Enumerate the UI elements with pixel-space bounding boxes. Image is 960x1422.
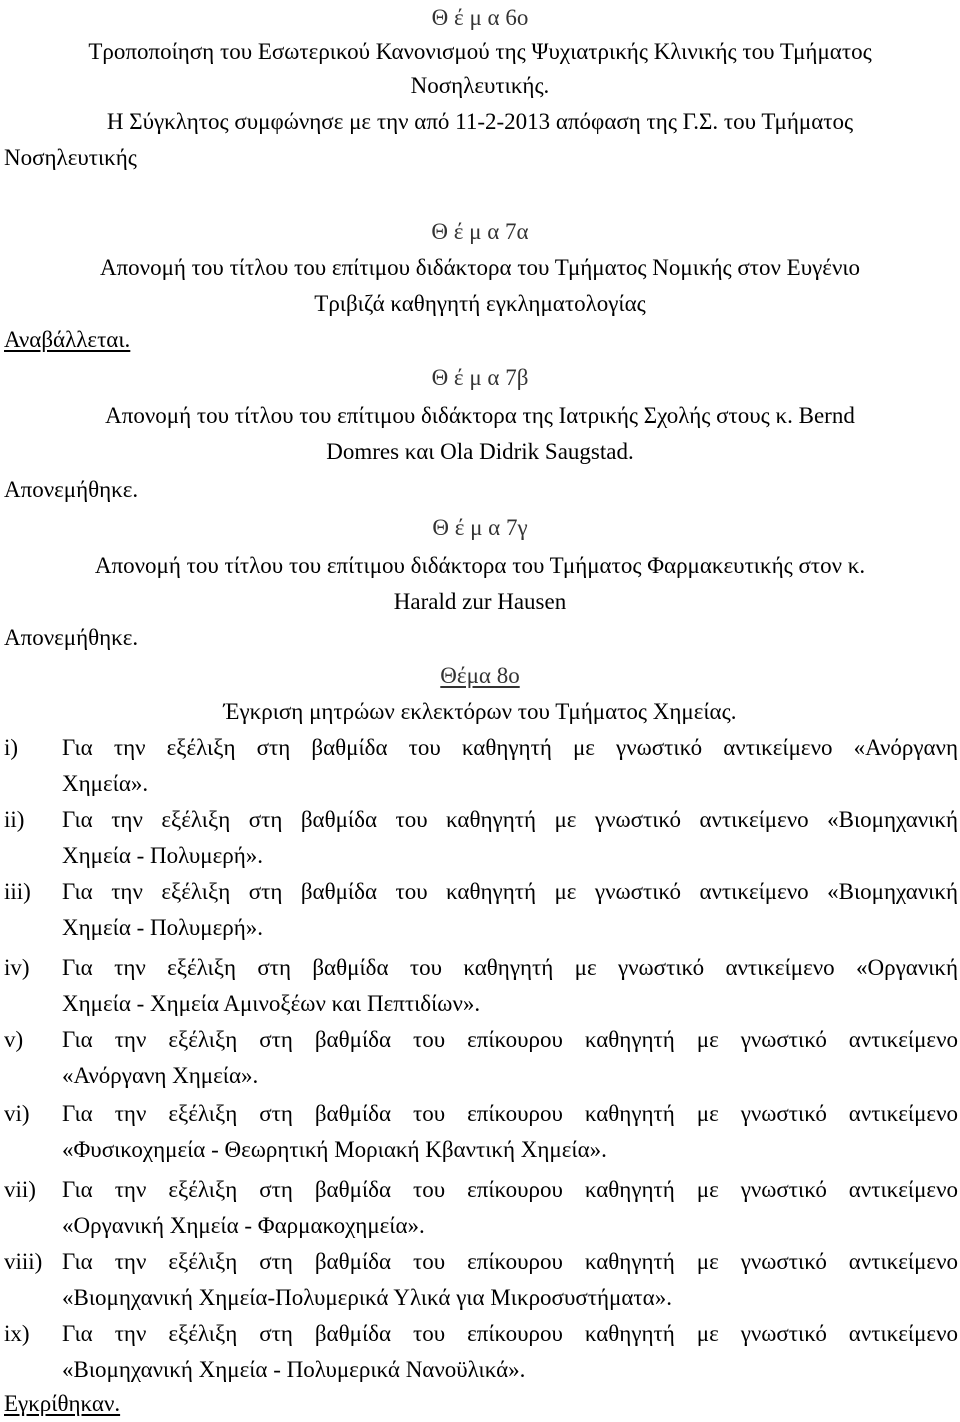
item-line-1: Για την εξέλιξη στη βαθμίδα του καθηγητή με γνωστικό αντικείμενο «Ανόργανη xyxy=(62,735,958,760)
topic-6-line-1: Τροποποίηση του Εσωτερικού Κανονισμού της Ψυχιατρικής Κλινικής του Τμήματος xyxy=(88,39,872,64)
topic-7c-result: Απονεμήθηκε. xyxy=(4,625,139,650)
topic-7c-line-1: Απονομή του τίτλου του επίτιμου διδάκτορα του Τμήματος Φαρμακευτικής στον κ. xyxy=(94,553,866,578)
item-number: viii) xyxy=(4,1249,43,1274)
item-line-2: Χημεία». xyxy=(62,771,149,796)
item-line-1: Για την εξέλιξη στη βαθμίδα του καθηγητή με γνωστικό αντικείμενο «Βιομηχανική xyxy=(62,807,958,832)
topic-7a-line-2: Τριβιζά καθηγητή εγκληματολογίας xyxy=(314,291,646,316)
topic-7a-line-1: Απονομή του τίτλου του επίτιμου διδάκτορα του Τμήματος Νομικής στον Ευγένιο xyxy=(99,255,861,280)
topic-7b-line-1: Απονομή του τίτλου του επίτιμου διδάκτορα της Ιατρικής Σχολής στους κ. Bernd xyxy=(105,403,855,428)
item-line-2: «Βιομηχανική Χημεία-Πολυμερικά Υλικά για Μικροσυστήματα». xyxy=(62,1285,672,1310)
item-number: vi) xyxy=(4,1101,30,1126)
item-number: i) xyxy=(4,735,19,760)
item-line-2: «Ανόργανη Χημεία». xyxy=(62,1063,259,1088)
item-line-1: Για την εξέλιξη στη βαθμίδα του καθηγητή με γνωστικό αντικείμενο «Βιομηχανική xyxy=(62,879,958,904)
item-line-2: «Φυσικοχημεία - Θεωρητική Μοριακή Κβαντική Χημεία». xyxy=(62,1137,607,1162)
topic-6-line-4: Νοσηλευτικής xyxy=(4,145,137,170)
topic-7a-heading: Θ έ μ α 7α xyxy=(431,219,529,244)
topic-6-line-3: Η Σύγκλητος συμφώνησε με την από 11-2-2013 απόφαση της Γ.Σ. του Τμήματος xyxy=(106,109,854,134)
item-line-1: Για την εξέλιξη στη βαθμίδα του επίκουρου καθηγητή με γνωστικό αντικείμενο xyxy=(62,1249,958,1274)
item-number: ii) xyxy=(4,807,25,832)
topic-7c-line-2: Harald zur Hausen xyxy=(393,589,567,614)
item-number: v) xyxy=(4,1027,24,1052)
topic-8-subtitle: Έγκριση μητρώων εκλεκτόρων του Τμήματος Χημείας. xyxy=(223,699,737,724)
item-line-1: Για την εξέλιξη στη βαθμίδα του επίκουρου καθηγητή με γνωστικό αντικείμενο xyxy=(62,1027,958,1052)
item-line-2: «Οργανική Χημεία - Φαρμακοχημεία». xyxy=(62,1213,425,1238)
item-number: ix) xyxy=(4,1321,30,1346)
topic-7a-result: Αναβάλλεται. xyxy=(4,327,131,352)
topic-7b-heading: Θ έ μ α 7β xyxy=(431,365,529,390)
topic-7b-line-2: Domres και Ola Didrik Saugstad. xyxy=(326,439,634,464)
item-number: iii) xyxy=(4,879,31,904)
item-number: vii) xyxy=(4,1177,36,1202)
item-line-1: Για την εξέλιξη στη βαθμίδα του επίκουρου καθηγητή με γνωστικό αντικείμενο xyxy=(62,1177,958,1202)
item-line-1: Για την εξέλιξη στη βαθμίδα του καθηγητή με γνωστικό αντικείμενο «Οργανική xyxy=(62,955,958,980)
item-number: iv) xyxy=(4,955,30,980)
item-line-2: «Βιομηχανική Χημεία - Πολυμερικά Νανοϋλικά». xyxy=(62,1357,526,1382)
topic-6-line-2: Νοσηλευτικής. xyxy=(410,73,550,98)
item-line-1: Για την εξέλιξη στη βαθμίδα του επίκουρου καθηγητή με γνωστικό αντικείμενο xyxy=(62,1101,958,1126)
topic-6-heading: Θ έ μ α 6ο xyxy=(431,5,529,30)
topic-7b-result: Απονεμήθηκε. xyxy=(4,477,139,502)
item-line-2: Χημεία - Χημεία Αμινοξέων και Πεπτιδίων». xyxy=(62,991,481,1016)
item-line-2: Χημεία - Πολυμερή». xyxy=(62,843,264,868)
item-line-1: Για την εξέλιξη στη βαθμίδα του επίκουρου καθηγητή με γνωστικό αντικείμενο xyxy=(62,1321,958,1346)
topic-8-result: Εγκρίθηκαν. xyxy=(4,1391,121,1416)
topic-7c-heading: Θ έ μ α 7γ xyxy=(432,515,528,540)
topic-8-heading: Θέμα 8ο xyxy=(440,663,520,688)
item-line-2: Χημεία - Πολυμερή». xyxy=(62,915,264,940)
